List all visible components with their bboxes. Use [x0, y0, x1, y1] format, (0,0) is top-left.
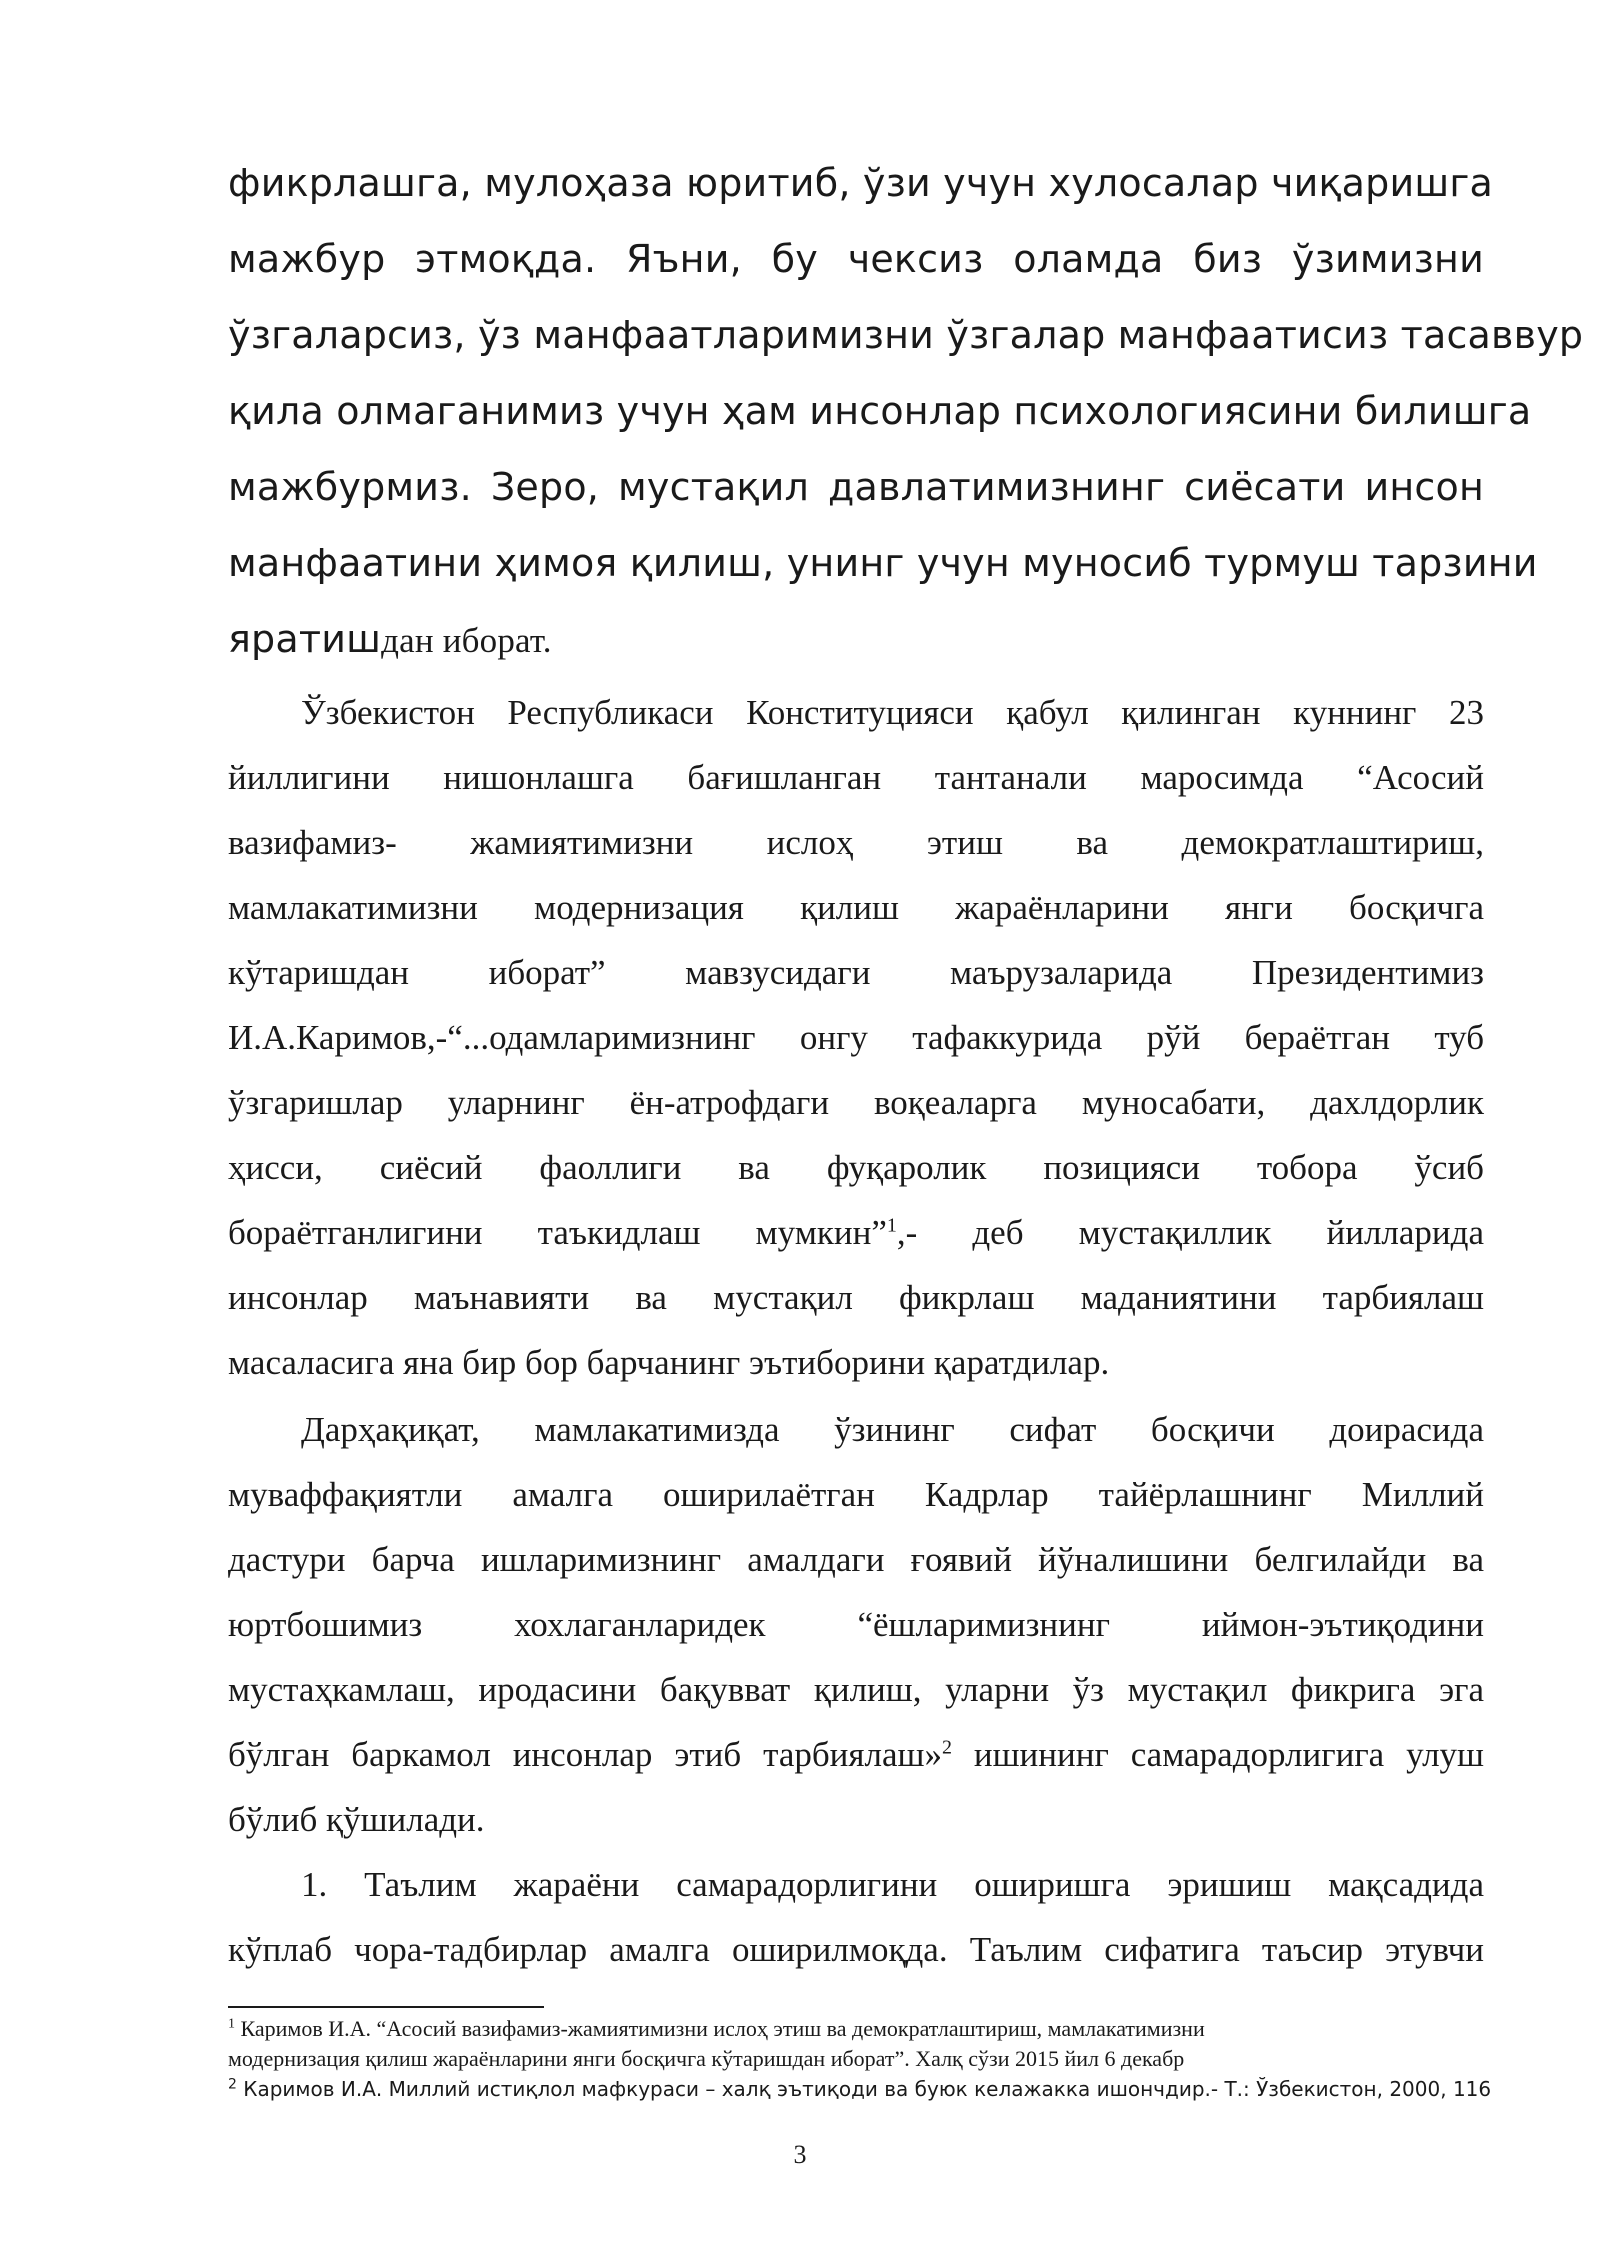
- paragraph-line: йиллигини нишонлашга бағишланган тантанали маросимда “Асосий: [228, 758, 1484, 797]
- footnote-text: Каримов И.А. “Асосий вазифамиз-жамиятимизни ислоҳ этиш ва демократлаштириш, мамлакатимизни: [235, 2016, 1205, 2041]
- footnotes: [228, 2014, 1492, 2104]
- paragraph-line: инсонлар маънавияти ва мустақил фикрлаш маданиятини тарбиялаш: [228, 1278, 1484, 1317]
- paragraph-4: [228, 1852, 1484, 1982]
- footnote-marker: 2: [228, 2076, 237, 2093]
- paragraph-line: мустаҳкамлаш, иродасини бақувват қилиш, уларни ўз мустақил фикрига эга: [228, 1670, 1484, 1709]
- paragraph-line: ўзгаларсиз, ўз манфаатларимизни ўзгалар манфаатисиз тасаввур: [228, 313, 1584, 357]
- line-text: ,- деб мустақиллик йилларида: [896, 1213, 1484, 1252]
- footnote-text: Каримов И.А. Миллий истиқлол мафкураси – халқ эътиқоди ва буюк келажакка ишончдир.- Т.: Ўзбекистон, 2000, 116: [236, 2077, 1492, 2101]
- paragraph-line: мажбур этмоқда. Яъни, бу чексиз оламда биз ўзимизни: [228, 237, 1484, 281]
- paragraph-line: [228, 1722, 1484, 1787]
- paragraph-line: мамлакатимизни модернизация қилиш жараёнларини янги босқичга: [228, 888, 1484, 927]
- paragraph-line: ўзгаришлар уларнинг ён-атрофдаги воқеаларга муносабати, дахлдорлик: [228, 1083, 1484, 1122]
- paragraph-line: қила олмаганимиз учун ҳам инсонлар психологиясини билишга: [228, 389, 1532, 433]
- mixed-font-sans: яратиш: [228, 617, 382, 661]
- paragraph-line: И.А.Каримов,-“...одамларимизнинг онгу тафаккурида рўй бераётган туб: [228, 1018, 1484, 1057]
- footnote-2: [228, 2074, 1492, 2104]
- paragraph-line: масаласига яна бир бор барчанинг эътиборини қаратдилар.: [228, 1343, 1110, 1382]
- paragraph-2: [228, 680, 1484, 1395]
- paragraph-line: муваффақиятли амалга оширилаётган Кадрлар тайёрлашнинг Миллий: [228, 1475, 1484, 1514]
- paragraph-line: Ўзбекистон Республикаси Конституцияси қабул қилинган куннинг 23: [301, 693, 1484, 732]
- paragraph-line: манфаатини ҳимоя қилиш, унинг учун муносиб турмуш тарзини: [228, 541, 1538, 585]
- paragraph-3: [228, 1397, 1484, 1852]
- page-number: 3: [793, 2140, 807, 2169]
- footnote-separator: [228, 2006, 544, 2008]
- paragraph-line: Дарҳақиқат, мамлакатимизда ўзининг сифат босқичи доирасида: [301, 1410, 1484, 1449]
- paragraph-line: кўплаб чора-тадбирлар амалга оширилмоқда. Таълим сифатига таъсир этувчи: [228, 1930, 1484, 1969]
- footnote-1-continuation: модернизация қилиш жараёнларини янги босқичга кўтаришдан иборат”. Халқ сўзи 2015 йил 6 декабр: [228, 2046, 1185, 2071]
- paragraph-line: кўтаришдан иборат” мавзусидаги маърузаларида Президентимиз: [228, 953, 1484, 992]
- paragraph-line: 1. Таълим жараёни самарадорлигини оширишга эришиш мақсадида: [301, 1865, 1484, 1904]
- paragraph-line: [228, 1200, 1484, 1265]
- paragraph-line: юртбошимиз хохлаганларидек “ёшларимизнинг иймон-эътиқодини: [228, 1605, 1484, 1644]
- line-text: бораётганлигини таъкидлаш мумкин”: [228, 1213, 887, 1252]
- footnote-reference-1[interactable]: 1: [886, 1214, 897, 1237]
- paragraph-line: ҳисси, сиёсий фаоллиги ва фуқаролик позицияси тобора ўсиб: [228, 1148, 1484, 1187]
- paragraph-line: фикрлашга, мулоҳаза юритиб, ўзи учун хулосалар чиқаришга: [228, 161, 1493, 205]
- paragraph-line: вазифамиз- жамиятимизни ислоҳ этиш ва демократлаштириш,: [228, 823, 1484, 862]
- paragraph-1: [228, 145, 1584, 679]
- paragraph-line: бўлиб қўшилади.: [228, 1800, 485, 1839]
- line-text: ишининг самарадорлигига улуш: [951, 1735, 1484, 1774]
- footnote-marker: 1: [228, 2016, 235, 2032]
- footnote-reference-2[interactable]: 2: [941, 1736, 952, 1759]
- paragraph-line: [228, 601, 1484, 679]
- paragraph-line: мажбурмиз. Зеро, мустақил давлатимизнинг сиёсати инсон: [228, 465, 1484, 509]
- mixed-font-serif: дан иборат.: [381, 621, 552, 660]
- footnote-1: [228, 2014, 1488, 2044]
- paragraph-line: дастури барча ишларимизнинг амалдаги ғоявий йўналишини белгилайди ва: [228, 1540, 1484, 1579]
- line-text: бўлган баркамол инсонлар этиб тарбиялаш»: [228, 1735, 942, 1774]
